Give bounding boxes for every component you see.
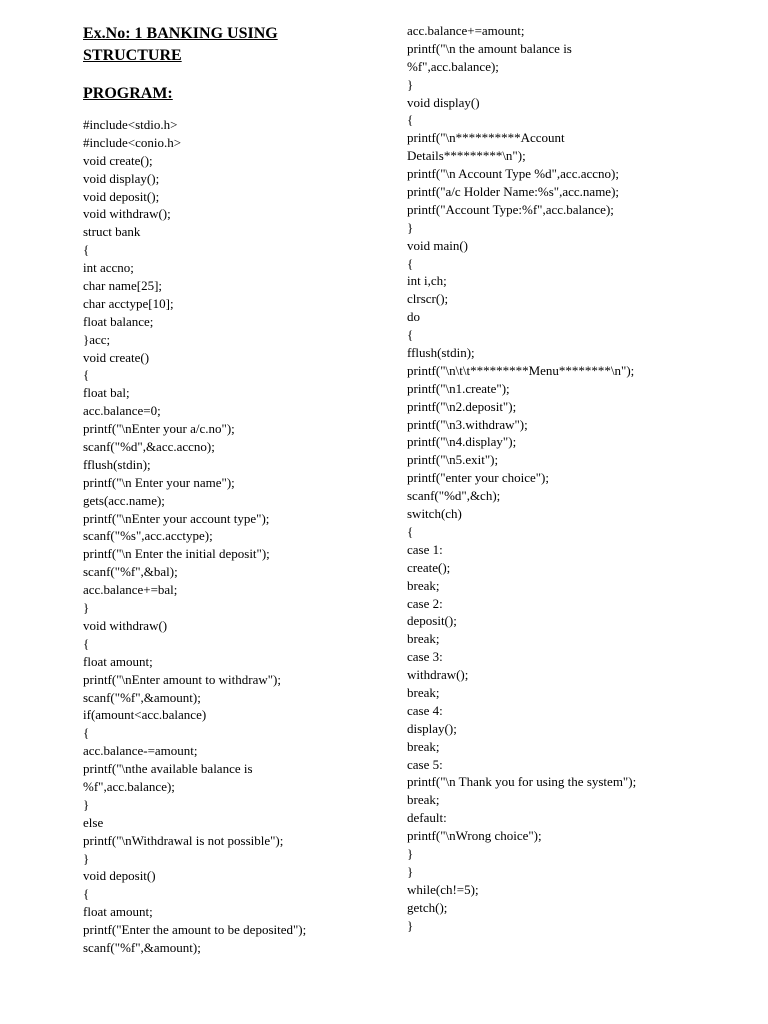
code-line: void display() — [407, 94, 480, 110]
code-line: float balance; — [83, 313, 154, 329]
code-line: acc.balance+=amount; — [407, 23, 525, 38]
code-line: scanf("%d",&acc.accno); — [83, 439, 215, 455]
code-line: printf("\n4.display"); — [407, 434, 517, 450]
code-line: void create() — [83, 349, 150, 365]
code-column-left — [83, 116, 306, 957]
code-line: printf("\nEnter your account type"); — [83, 510, 270, 526]
code-line: printf("\n Enter the initial deposit"); — [83, 546, 270, 562]
code-line: fflush(stdin); — [83, 456, 151, 472]
code-line: void create(); — [83, 152, 153, 168]
code-line: printf("\n1.create"); — [407, 380, 510, 396]
code-line: { — [407, 327, 414, 343]
code-line: { — [83, 242, 90, 258]
code-line: }acc; — [83, 331, 111, 347]
code-line: { — [83, 725, 90, 741]
code-line: display(); — [407, 720, 457, 736]
code-line: char acctype[10]; — [83, 295, 174, 311]
code-line: printf("\n Thank you for using the system"); — [407, 774, 637, 790]
code-line: printf("\n Account Type %d",acc.accno); — [407, 166, 619, 182]
code-line: printf("\nWithdrawal is not possible"); — [83, 832, 284, 848]
code-line: printf("\n Enter your name"); — [83, 474, 235, 490]
code-line: printf("\nthe available balance is — [83, 761, 253, 777]
code-line: { — [407, 255, 414, 271]
code-line: printf("a/c Holder Name:%s",acc.name); — [407, 184, 620, 200]
code-line: do — [407, 309, 420, 325]
code-line: void display(); — [83, 170, 160, 186]
code-line: scanf("%f",&amount); — [83, 939, 201, 955]
code-line: } — [407, 863, 414, 879]
code-line: int accno; — [83, 260, 134, 276]
code-line: } — [83, 600, 90, 616]
code-line: default: — [407, 810, 447, 826]
code-line: scanf("%f",&amount); — [83, 689, 201, 705]
code-line: acc.balance+=bal; — [83, 582, 178, 598]
code-line: Details*********\n"); — [407, 148, 526, 164]
code-line: else — [83, 814, 104, 830]
code-line: withdraw(); — [407, 667, 469, 683]
code-line: switch(ch) — [407, 506, 462, 522]
code-line: printf("\n5.exit"); — [407, 452, 499, 468]
code-line: printf("enter your choice"); — [407, 470, 549, 486]
code-line: while(ch!=5); — [407, 881, 479, 897]
code-line: printf("\nEnter your a/c.no"); — [83, 421, 235, 437]
code-line: struct bank — [83, 224, 141, 240]
code-line: getch(); — [407, 899, 448, 915]
code-line: void deposit(); — [83, 188, 160, 204]
code-line: acc.balance-=amount; — [83, 743, 198, 759]
code-line: fflush(stdin); — [407, 345, 475, 361]
code-line: break; — [407, 684, 440, 700]
code-line: scanf("%s",acc.acctype); — [83, 528, 213, 544]
code-line: #include<conio.h> — [83, 134, 182, 150]
code-line: float amount; — [83, 653, 153, 669]
code-line: float amount; — [83, 904, 153, 920]
code-line: printf("Enter the amount to be deposited"); — [83, 922, 307, 938]
code-line: printf("\n3.withdraw"); — [407, 416, 528, 432]
code-line: void main() — [407, 237, 469, 253]
code-line: %f",acc.balance); — [407, 58, 499, 74]
code-line: } — [407, 219, 414, 235]
document-title-line-2: STRUCTURE — [83, 47, 182, 64]
code-line: scanf("%f",&bal); — [83, 564, 178, 580]
code-line: { — [83, 635, 90, 651]
code-column-right — [407, 22, 636, 934]
code-line: case 5: — [407, 756, 443, 772]
code-line: char name[25]; — [83, 278, 163, 294]
code-line: printf("\n**********Account — [407, 130, 565, 146]
code-line: printf("\n\t\t*********Menu********\n"); — [407, 362, 635, 378]
code-line: { — [407, 523, 414, 539]
code-line: break; — [407, 577, 440, 593]
code-line: } — [83, 850, 90, 866]
code-line: case 4: — [407, 702, 443, 718]
code-line: case 2: — [407, 595, 443, 611]
code-line: create(); — [407, 559, 451, 575]
code-line: void deposit() — [83, 868, 156, 884]
code-line: printf("\n2.deposit"); — [407, 398, 517, 414]
code-line: scanf("%d",&ch); — [407, 488, 501, 504]
code-line: printf("Account Type:%f",acc.balance); — [407, 201, 614, 217]
code-line: } — [83, 796, 90, 812]
code-line: break; — [407, 738, 440, 754]
code-line: int i,ch; — [407, 273, 447, 289]
code-line: printf("\nEnter amount to withdraw"); — [83, 671, 281, 687]
code-line: break; — [407, 792, 440, 808]
code-line: #include<stdio.h> — [83, 117, 178, 132]
code-line: { — [83, 886, 90, 902]
code-line: { — [407, 112, 414, 128]
code-line: { — [83, 367, 90, 383]
code-line: void withdraw(); — [83, 206, 171, 222]
code-line: if(amount<acc.balance) — [83, 707, 207, 723]
document-title-line-1: Ex.No: 1 BANKING USING — [83, 25, 278, 42]
code-line: case 3: — [407, 649, 443, 665]
code-line: printf("\nWrong choice"); — [407, 828, 542, 844]
code-line: } — [407, 76, 414, 92]
code-line: deposit(); — [407, 613, 457, 629]
program-label: PROGRAM: — [83, 85, 173, 102]
code-line: acc.balance=0; — [83, 403, 161, 419]
code-line: case 1: — [407, 541, 443, 557]
code-line: } — [407, 917, 414, 933]
code-line: printf("\n the amount balance is — [407, 40, 572, 56]
code-line: %f",acc.balance); — [83, 778, 175, 794]
code-line: break; — [407, 631, 440, 647]
code-line: float bal; — [83, 385, 130, 401]
code-line: clrscr(); — [407, 291, 449, 307]
code-line: gets(acc.name); — [83, 492, 165, 508]
code-line: void withdraw() — [83, 617, 168, 633]
code-line: } — [407, 845, 414, 861]
